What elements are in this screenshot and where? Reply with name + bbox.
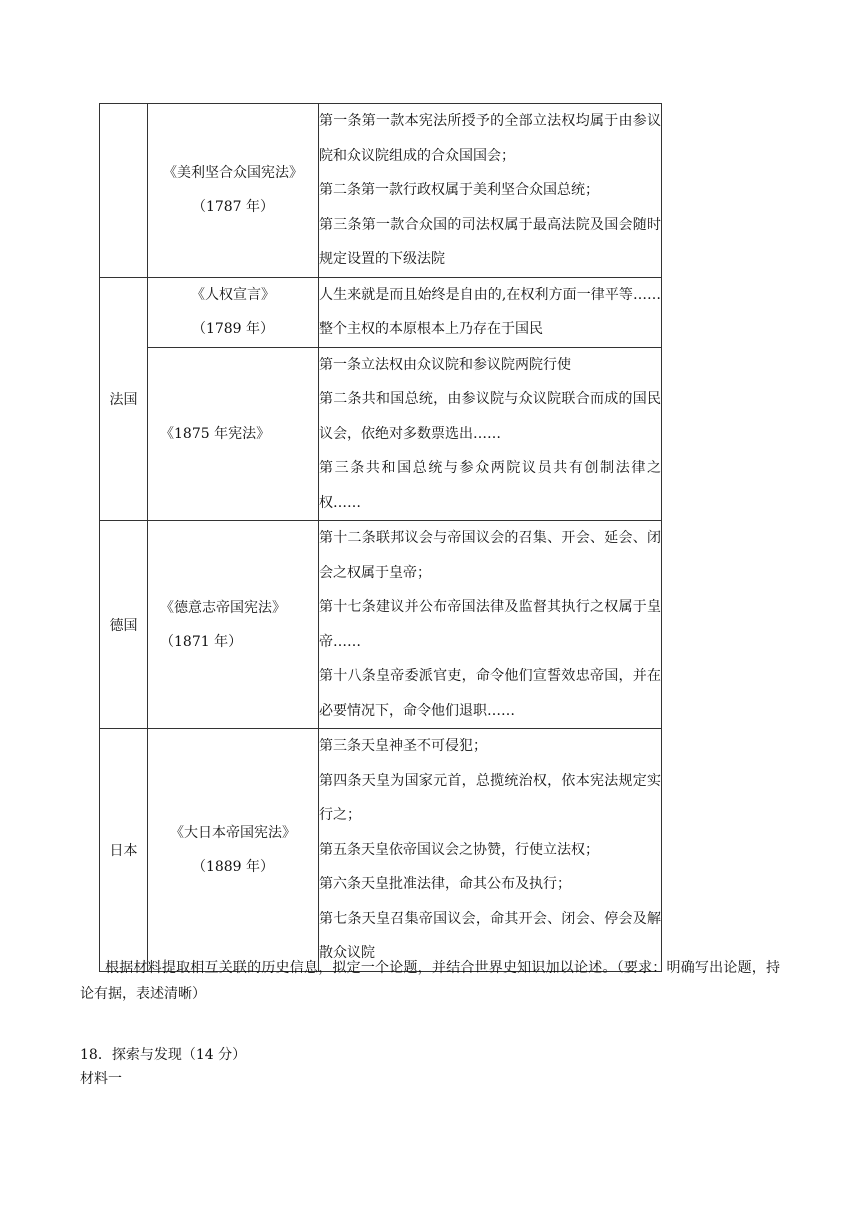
country-cell: 日本 [100, 729, 148, 972]
article-text: 第六条天皇批准法律，命其公布及执行； [319, 876, 571, 892]
document-year: （1787 年） [191, 199, 275, 216]
article-text: 人生来就是而且始终是自由的,在权利方面一律平等……整个主权的本原根本上乃存在于国民 [319, 286, 661, 337]
articles-cell [319, 347, 662, 521]
document-year: （1889 年） [191, 858, 275, 875]
material-label: 材料一 [80, 1071, 122, 1087]
table-row [100, 521, 662, 729]
article-text: 第三条第一款合众国的司法权属于最高法院及国会随时规定设置的下级法院 [319, 216, 661, 267]
article-text: 第二条共和国总统，由参议院与众议院联合而成的国民议会，依绝对多数票选出…… [319, 391, 661, 442]
document-title: 《1875 年宪法》 [160, 425, 271, 442]
document-title: 《人权宣言》 [191, 287, 275, 303]
document-cell [148, 277, 319, 347]
articles-cell [319, 729, 662, 972]
table-row [100, 347, 662, 521]
document-cell [148, 521, 319, 729]
article-text: 第四条天皇为国家元首，总揽统治权，依本宪法规定实行之； [319, 772, 661, 823]
document-year: （1789 年） [191, 321, 275, 337]
article-text: 第七条天皇召集帝国议会，命其开会、闭会、停会及解散众议院 [319, 910, 661, 961]
articles-cell [319, 277, 662, 347]
table-row [100, 729, 662, 972]
article-text: 第十二条联邦议会与帝国议会的召集、开会、延会、闭会之权属于皇帝； [319, 530, 661, 581]
document-cell [148, 104, 319, 278]
document-title: 《美利坚合众国宪法》 [163, 165, 303, 182]
constitution-table [99, 103, 662, 972]
article-text: 第一条第一款本宪法所授予的全部立法权均属于由参议院和众议院组成的合众国国会； [319, 113, 661, 164]
articles-cell [319, 104, 662, 278]
table-row [100, 104, 662, 278]
document-title: 《大日本帝国宪法》 [170, 824, 296, 841]
document-cell [148, 347, 319, 521]
article-text: 第十八条皇帝委派官吏，命令他们宣誓效忠帝国，并在必要情况下，命令他们退职…… [319, 668, 661, 719]
article-text: 第二条第一款行政权属于美利坚合众国总统； [319, 182, 599, 198]
document-title: 《德意志帝国宪法》 [160, 599, 286, 616]
articles-cell [319, 521, 662, 729]
article-text: 第一条立法权由众议院和参议院两院行使 [319, 356, 571, 373]
country-cell [100, 104, 148, 278]
question-instruction: 根据材料提取相互关联的历史信息，拟定一个论题，并结合世界史知识加以论述。（要求：明确写出论题，持论有据，表述清晰） [80, 960, 780, 1002]
article-text: 第三条共和国总统与参众两院议员共有创制法律之权…… [319, 460, 661, 511]
table-row [100, 277, 662, 347]
document-cell [148, 729, 319, 972]
article-text: 第三条天皇神圣不可侵犯； [319, 738, 487, 754]
country-cell: 法国 [100, 277, 148, 521]
question-title: 18．探索与发现（14 分） [80, 1047, 247, 1063]
document-year: （1871 年） [160, 633, 243, 650]
article-text: 第五条天皇依帝国议会之协赞，行使立法权； [319, 841, 599, 858]
article-text: 第十七条建议并公布帝国法律及监督其执行之权属于皇帝…… [319, 599, 661, 650]
country-cell: 德国 [100, 521, 148, 729]
